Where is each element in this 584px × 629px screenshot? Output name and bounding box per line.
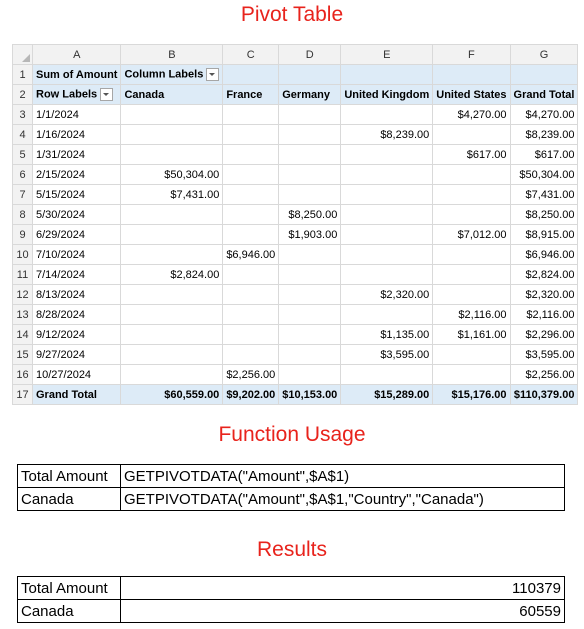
results-title: Results: [256, 538, 328, 561]
row-header[interactable]: 2: [13, 85, 33, 105]
select-all-corner[interactable]: [13, 45, 33, 65]
value-cell[interactable]: $3,595.00: [341, 345, 433, 365]
column-header-a[interactable]: A: [33, 45, 121, 65]
value-cell[interactable]: [121, 245, 223, 265]
row-header[interactable]: 17: [13, 385, 33, 405]
value-cell[interactable]: $1,903.00: [279, 225, 341, 245]
value-cell[interactable]: [341, 305, 433, 325]
column-labels-cell[interactable]: [121, 65, 223, 85]
function-label: Total Amount: [18, 465, 121, 488]
value-cell[interactable]: $8,250.00: [510, 205, 578, 225]
value-cell[interactable]: $2,256.00: [223, 365, 279, 385]
function-formula: GETPIVOTDATA("Amount",$A$1,"Country","Canada"): [121, 488, 565, 511]
value-cell[interactable]: [279, 185, 341, 205]
row-label-date[interactable]: 8/28/2024: [33, 305, 121, 325]
pivot-data-row: [13, 125, 578, 145]
value-cell[interactable]: $7,012.00: [433, 225, 510, 245]
value-cell[interactable]: [433, 125, 510, 145]
column-header-b[interactable]: B: [121, 45, 223, 65]
result-value: 60559: [121, 600, 565, 623]
value-cell[interactable]: [121, 365, 223, 385]
value-cell[interactable]: [223, 205, 279, 225]
value-cell[interactable]: [341, 205, 433, 225]
sheet-row-1: [13, 65, 578, 85]
header-united-states[interactable]: United States: [433, 85, 510, 105]
grand-total-value[interactable]: $15,176.00: [433, 385, 510, 405]
column-header-c[interactable]: C: [223, 45, 279, 65]
value-cell[interactable]: [341, 365, 433, 385]
row-label-date[interactable]: 5/15/2024: [33, 185, 121, 205]
function-formula: GETPIVOTDATA("Amount",$A$1): [121, 465, 565, 488]
value-cell[interactable]: [433, 165, 510, 185]
grand-total-value[interactable]: $15,289.00: [341, 385, 433, 405]
row-header[interactable]: 8: [13, 205, 33, 225]
value-cell[interactable]: [279, 245, 341, 265]
value-cell[interactable]: [223, 305, 279, 325]
value-cell[interactable]: $2,296.00: [510, 325, 578, 345]
cell[interactable]: [223, 65, 279, 85]
column-header-e[interactable]: E: [341, 45, 433, 65]
grand-total-label[interactable]: Grand Total: [33, 385, 121, 405]
value-cell[interactable]: $2,824.00: [121, 265, 223, 285]
value-cell[interactable]: [223, 145, 279, 165]
grand-total-value[interactable]: $9,202.00: [223, 385, 279, 405]
value-cell[interactable]: [223, 345, 279, 365]
value-cell[interactable]: [341, 225, 433, 245]
cell[interactable]: [510, 65, 578, 85]
sheet-row-2: [13, 85, 578, 105]
row-header[interactable]: 12: [13, 285, 33, 305]
value-cell[interactable]: [341, 185, 433, 205]
value-cell[interactable]: [341, 245, 433, 265]
header-canada[interactable]: Canada: [121, 85, 223, 105]
pivot-data-row: [13, 325, 578, 345]
function-row-canada: [18, 488, 565, 511]
function-usage-title: Function Usage: [218, 423, 366, 446]
row-header[interactable]: 13: [13, 305, 33, 325]
row-header[interactable]: 11: [13, 265, 33, 285]
value-cell[interactable]: $6,946.00: [510, 245, 578, 265]
value-cell[interactable]: $617.00: [510, 145, 578, 165]
pivot-data-row: [13, 345, 578, 365]
pivot-data-row: [13, 245, 578, 265]
row-label-date[interactable]: 7/10/2024: [33, 245, 121, 265]
value-cell[interactable]: $7,431.00: [121, 185, 223, 205]
value-cell[interactable]: [223, 285, 279, 305]
grand-total-value[interactable]: $10,153.00: [279, 385, 341, 405]
row-header[interactable]: 3: [13, 105, 33, 125]
column-header-d[interactable]: D: [279, 45, 341, 65]
column-labels-text: Column Labels: [124, 68, 204, 81]
column-labels-filter-dropdown[interactable]: [206, 68, 219, 81]
cell[interactable]: [433, 65, 510, 85]
select-all-icon: [22, 54, 30, 62]
row-label-date[interactable]: 9/12/2024: [33, 325, 121, 345]
value-cell[interactable]: [223, 225, 279, 245]
value-cell[interactable]: $4,270.00: [433, 105, 510, 125]
value-cell[interactable]: $1,161.00: [433, 325, 510, 345]
header-united-kingdom[interactable]: United Kingdom: [341, 85, 433, 105]
value-cell[interactable]: [121, 145, 223, 165]
result-row-canada: [18, 600, 565, 623]
row-label-date[interactable]: 1/1/2024: [33, 105, 121, 125]
value-cell[interactable]: [433, 185, 510, 205]
row-header[interactable]: 16: [13, 365, 33, 385]
value-cell[interactable]: [341, 105, 433, 125]
value-cell[interactable]: [223, 325, 279, 345]
value-cell[interactable]: [121, 305, 223, 325]
function-label: Canada: [18, 488, 121, 511]
column-header-g[interactable]: G: [510, 45, 578, 65]
row-labels-filter-dropdown[interactable]: [100, 88, 113, 101]
value-cell[interactable]: [341, 265, 433, 285]
value-cell[interactable]: [121, 105, 223, 125]
grand-total-row: [13, 385, 578, 405]
value-cell[interactable]: [223, 185, 279, 205]
row-label-date[interactable]: 1/31/2024: [33, 145, 121, 165]
row-label-date[interactable]: 2/15/2024: [33, 165, 121, 185]
pivot-data-row: [13, 165, 578, 185]
column-header-f[interactable]: F: [433, 45, 510, 65]
value-cell[interactable]: [433, 285, 510, 305]
row-labels-cell[interactable]: [33, 85, 121, 105]
cell[interactable]: [279, 65, 341, 85]
row-label-date[interactable]: 9/27/2024: [33, 345, 121, 365]
pivot-data-row: [13, 205, 578, 225]
value-cell[interactable]: [279, 325, 341, 345]
value-cell[interactable]: [121, 205, 223, 225]
row-header[interactable]: 15: [13, 345, 33, 365]
function-row-total: [18, 465, 565, 488]
value-cell[interactable]: $6,946.00: [223, 245, 279, 265]
row-header[interactable]: 4: [13, 125, 33, 145]
value-cell[interactable]: [341, 145, 433, 165]
results-table: [17, 576, 565, 623]
value-cell[interactable]: [433, 365, 510, 385]
value-cell[interactable]: [279, 125, 341, 145]
value-cell[interactable]: [279, 365, 341, 385]
row-header[interactable]: 9: [13, 225, 33, 245]
pivot-table-title: Pivot Table: [240, 3, 344, 26]
value-cell[interactable]: [279, 305, 341, 325]
value-cell[interactable]: $2,256.00: [510, 365, 578, 385]
value-cell[interactable]: $2,320.00: [510, 285, 578, 305]
column-header-row: [13, 45, 578, 65]
row-label-date[interactable]: 6/29/2024: [33, 225, 121, 245]
result-value: 110379: [121, 577, 565, 600]
row-labels-text: Row Labels: [36, 88, 98, 101]
value-cell[interactable]: $8,915.00: [510, 225, 578, 245]
value-cell[interactable]: [223, 125, 279, 145]
value-cell[interactable]: $4,270.00: [510, 105, 578, 125]
value-cell[interactable]: [433, 205, 510, 225]
row-label-date[interactable]: 7/14/2024: [33, 265, 121, 285]
value-cell[interactable]: $2,320.00: [341, 285, 433, 305]
value-cell[interactable]: $1,135.00: [341, 325, 433, 345]
value-cell[interactable]: [121, 125, 223, 145]
row-header[interactable]: 5: [13, 145, 33, 165]
row-header[interactable]: 6: [13, 165, 33, 185]
result-label: Canada: [18, 600, 121, 623]
value-cell[interactable]: [279, 105, 341, 125]
value-cell[interactable]: $50,304.00: [510, 165, 578, 185]
result-label: Total Amount: [18, 577, 121, 600]
value-cell[interactable]: [279, 145, 341, 165]
value-cell[interactable]: $7,431.00: [510, 185, 578, 205]
row-label-date[interactable]: 8/13/2024: [33, 285, 121, 305]
value-cell[interactable]: [279, 165, 341, 185]
pivot-data-row: [13, 265, 578, 285]
value-cell[interactable]: [433, 245, 510, 265]
value-cell[interactable]: $2,116.00: [510, 305, 578, 325]
value-cell[interactable]: [223, 165, 279, 185]
cell[interactable]: [341, 65, 433, 85]
row-header[interactable]: 7: [13, 185, 33, 205]
value-cell[interactable]: $8,239.00: [510, 125, 578, 145]
result-row-total: [18, 577, 565, 600]
sum-of-amount-cell[interactable]: Sum of Amount: [33, 65, 121, 85]
header-france[interactable]: France: [223, 85, 279, 105]
value-cell[interactable]: [223, 105, 279, 125]
pivot-data-row: [13, 305, 578, 325]
value-cell[interactable]: [121, 225, 223, 245]
value-cell[interactable]: [279, 345, 341, 365]
value-cell[interactable]: [223, 265, 279, 285]
grand-total-value[interactable]: $110,379.00: [510, 385, 578, 405]
value-cell[interactable]: [433, 265, 510, 285]
value-cell[interactable]: [433, 345, 510, 365]
value-cell[interactable]: [341, 165, 433, 185]
function-usage-table: [17, 464, 565, 511]
row-label-date[interactable]: 5/30/2024: [33, 205, 121, 225]
row-header[interactable]: 14: [13, 325, 33, 345]
header-germany[interactable]: Germany: [279, 85, 341, 105]
value-cell[interactable]: $2,824.00: [510, 265, 578, 285]
grand-total-value[interactable]: $60,559.00: [121, 385, 223, 405]
row-header[interactable]: 1: [13, 65, 33, 85]
header-grand-total[interactable]: Grand Total: [510, 85, 578, 105]
value-cell[interactable]: $8,250.00: [279, 205, 341, 225]
value-cell[interactable]: [279, 285, 341, 305]
row-label-date[interactable]: 10/27/2024: [33, 365, 121, 385]
value-cell[interactable]: [279, 265, 341, 285]
value-cell[interactable]: [121, 325, 223, 345]
value-cell[interactable]: $8,239.00: [341, 125, 433, 145]
value-cell[interactable]: [121, 285, 223, 305]
pivot-data-row: [13, 145, 578, 165]
value-cell[interactable]: $3,595.00: [510, 345, 578, 365]
value-cell[interactable]: $50,304.00: [121, 165, 223, 185]
value-cell[interactable]: [121, 345, 223, 365]
pivot-data-row: [13, 365, 578, 385]
pivot-data-row: [13, 185, 578, 205]
pivot-data-row: [13, 285, 578, 305]
row-label-date[interactable]: 1/16/2024: [33, 125, 121, 145]
value-cell[interactable]: $617.00: [433, 145, 510, 165]
pivot-data-row: [13, 105, 578, 125]
value-cell[interactable]: $2,116.00: [433, 305, 510, 325]
row-header[interactable]: 10: [13, 245, 33, 265]
pivot-data-row: [13, 225, 578, 245]
spreadsheet-grid: [12, 44, 578, 405]
